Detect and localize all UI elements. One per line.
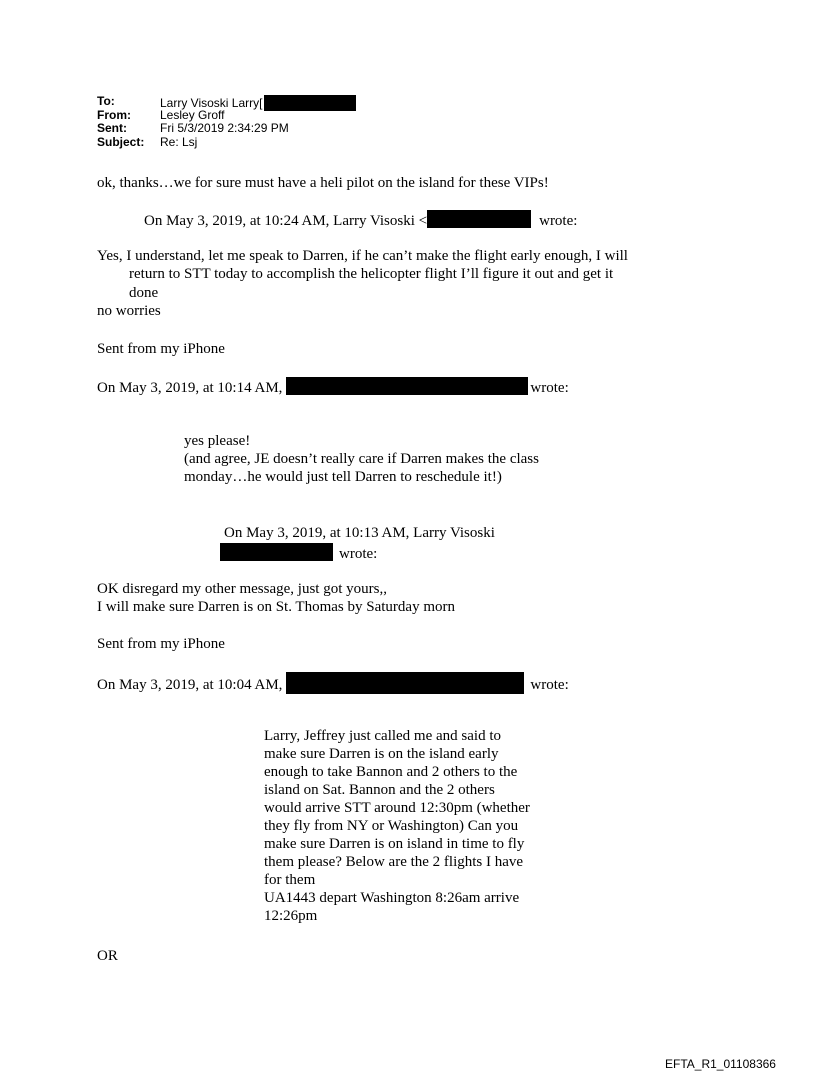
message-line: done: [129, 285, 159, 301]
message-line: Larry, Jeffrey just called me and said to: [264, 728, 501, 744]
redaction-bar: [264, 95, 356, 111]
message-line: them please? Below are the 2 flights I have: [264, 854, 524, 870]
message-line: no worries: [97, 303, 161, 319]
from-value: Lesley Groff: [160, 107, 225, 122]
to-label: To:: [97, 94, 115, 108]
quote-header-cont: wrote:: [220, 543, 377, 563]
message-line: UA1443 depart Washington 8:26am arrive: [264, 890, 520, 906]
message-line: enough to take Bannon and 2 others to the: [264, 764, 518, 780]
or-text: OR: [97, 948, 118, 964]
quote-header: On May 3, 2019, at 10:13 AM, Larry Visoski: [224, 525, 495, 541]
message-line: Yes, I understand, let me speak to Darren, if he can’t make the flight early enough, I will: [97, 248, 628, 264]
redaction-bar: [427, 210, 531, 228]
message-line: they fly from NY or Washington) Can you: [264, 818, 519, 834]
message-line: (and agree, JE doesn’t really care if Darren makes the class: [184, 451, 539, 467]
quote-header: On May 3, 2019, at 10:14 AM, wrote:: [97, 377, 569, 397]
message-line: yes please!: [184, 433, 251, 449]
message-line: OK disregard my other message, just got yours,,: [97, 581, 387, 597]
reply-text: ok, thanks…we for sure must have a heli pilot on the island for these VIPs!: [97, 175, 549, 191]
document-id: EFTA_R1_01108366: [665, 1057, 776, 1071]
message-line: 12:26pm: [264, 908, 318, 924]
quote-header: On May 3, 2019, at 10:24 AM, Larry Visoski < wrote:: [144, 210, 577, 230]
message-line: would arrive STT around 12:30pm (whether: [264, 800, 530, 816]
message-line: return to STT today to accomplish the helicopter flight I’ll figure it out and get it: [129, 266, 614, 282]
message-line: island on Sat. Bannon and the 2 others: [264, 782, 495, 798]
from-label: From:: [97, 107, 131, 122]
redaction-bar: [220, 543, 333, 561]
subject-label: Subject:: [97, 134, 145, 149]
redaction-bar: [286, 377, 528, 395]
message-line: for them: [264, 872, 316, 888]
quote-header: On May 3, 2019, at 10:04 AM, wrote:: [97, 672, 569, 694]
to-value: Larry Visoski Larry[: [160, 96, 263, 110]
quoted-message: [264, 727, 530, 925]
redaction-bar: [286, 672, 524, 694]
message-line: make sure Darren is on island in time to fly: [264, 836, 525, 852]
signature: Sent from my iPhone: [97, 341, 225, 357]
message-line: I will make sure Darren is on St. Thomas by Saturday morn: [97, 599, 455, 615]
sent-label: Sent:: [97, 121, 127, 136]
message-line: monday…he would just tell Darren to reschedule it!): [184, 469, 502, 485]
quoted-message: [184, 432, 539, 486]
sent-value: Fri 5/3/2019 2:34:29 PM: [160, 121, 289, 136]
subject-value: Re: Lsj: [160, 134, 198, 149]
signature: Sent from my iPhone: [97, 636, 225, 652]
message-line: make sure Darren is on the island early: [264, 746, 499, 762]
